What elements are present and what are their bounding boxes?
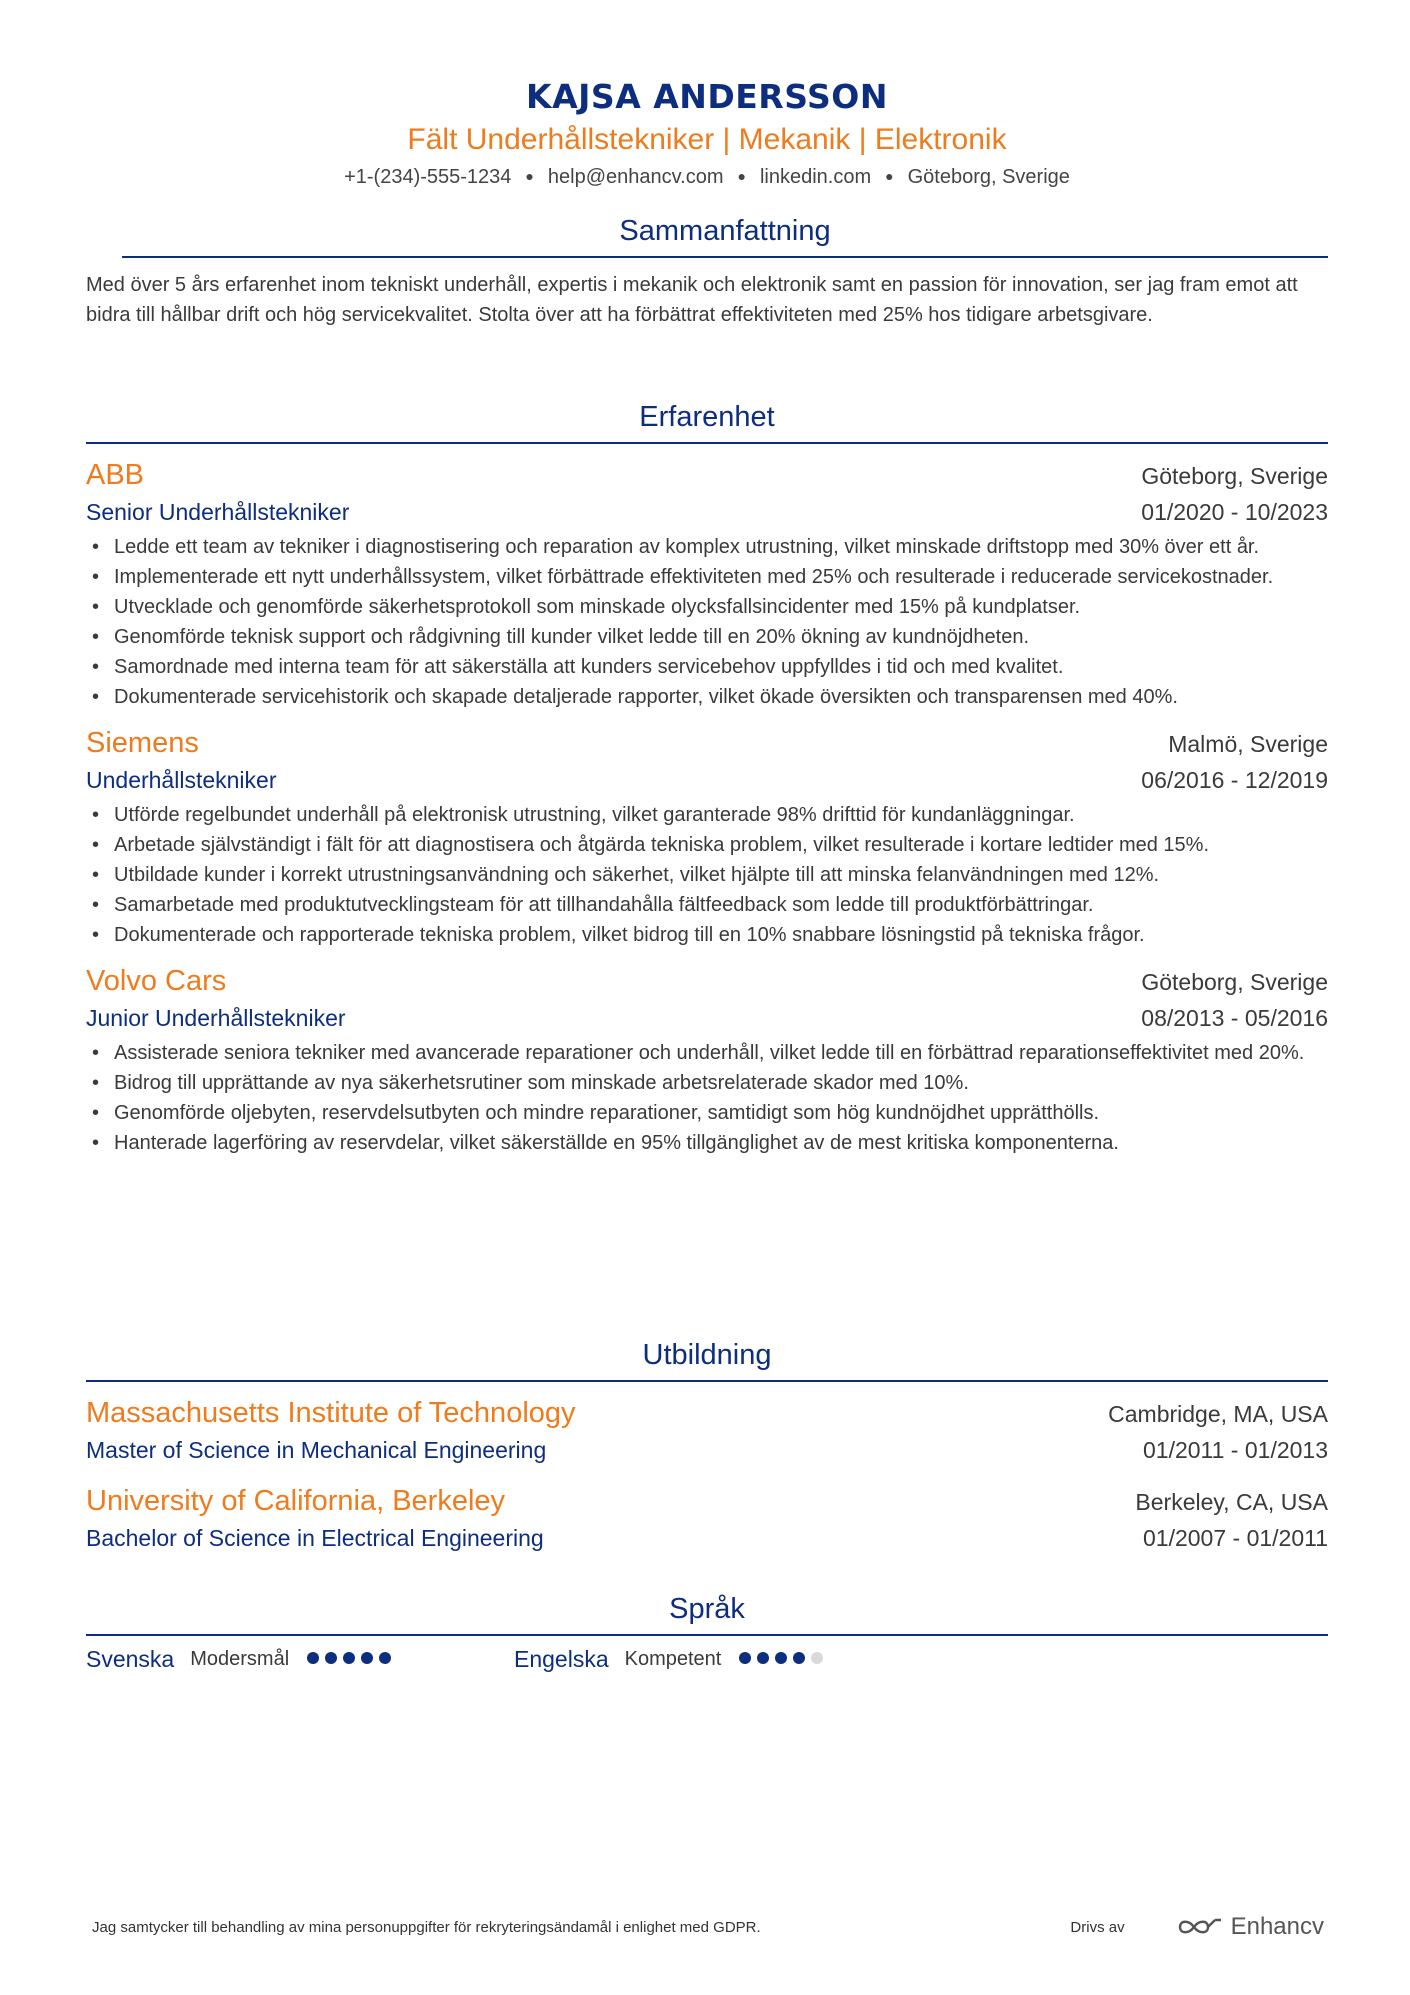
language-level: Modersmål	[190, 1648, 290, 1670]
education-degree-row	[86, 1520, 1328, 1556]
job-bullets	[86, 532, 1328, 712]
education-section	[86, 1336, 1328, 1556]
job-bullets	[86, 800, 1328, 950]
job-dates: 08/2013 - 05/2016	[1141, 1005, 1328, 1031]
bullet-item: • Genomförde oljebyten, reservdelsutbyten och mindre reparationer, samtidigt som hög kundnöjdhet upprätthölls.	[114, 1098, 1328, 1128]
job-bullets	[86, 1038, 1328, 1158]
language-list	[86, 1646, 1328, 1673]
section-divider	[86, 1634, 1328, 1636]
phone: +1-(234)-555-1234	[344, 166, 512, 188]
bullet-item: • Arbetade självständigt i fält för att diagnostisera och åtgärda tekniska problem, vilket resulterade i kortare ledtider med 15%.	[114, 830, 1328, 860]
education-entry	[86, 1482, 1328, 1556]
summary-section	[86, 212, 1328, 330]
language-name: Svenska	[86, 1646, 175, 1672]
degree: Master of Science in Mechanical Engineering	[86, 1437, 547, 1463]
brand-logo[interactable]	[1177, 1913, 1324, 1941]
education-list	[86, 1394, 1328, 1556]
job-role: Senior Underhållstekniker	[86, 499, 350, 525]
summary-text: Med över 5 års erfarenhet inom tekniskt underhåll, expertis i mekanik och elektronik samt en passion för innovation, ser jag fram emot att bidra till hållbar drift och hög servicekvalitet. Stolta över att ha förbättrat effektiviteten med 25% hos tidigare arbetsgivare.	[86, 274, 1298, 326]
rating-dot-icon	[775, 1652, 787, 1664]
rating-dot-icon	[307, 1652, 319, 1664]
job-header-row	[86, 724, 1328, 762]
bullet-item: • Utbildade kunder i korrekt utrustningsanvändning och säkerhet, vilket hjälpte till att minska felanvändningen med 12%.	[114, 860, 1328, 890]
rating-dot-icon	[325, 1652, 337, 1664]
education-dates: 01/2011 - 01/2013	[1142, 1437, 1328, 1463]
bullet-item: • Assisterade seniora tekniker med avancerade reparationer och underhåll, vilket ledde till en förbättrad reparationseffektivitet med 20%.	[114, 1038, 1328, 1068]
candidate-name: KAJSA ANDERSSON	[526, 77, 888, 116]
bullet-item: • Utförde regelbundet underhåll på elektronisk utrustning, vilket garanterade 98% drifttid för kundanläggningar.	[114, 800, 1328, 830]
driven-by-label: Drivs av	[1070, 1918, 1125, 1936]
job-role-row	[86, 1000, 1328, 1036]
school-name: University of California, Berkeley	[86, 1485, 506, 1517]
school-location: Cambridge, MA, USA	[1108, 1401, 1328, 1427]
job-header-row	[86, 456, 1328, 494]
resume-page	[86, 0, 1328, 1995]
education-entry	[86, 1394, 1328, 1468]
candidate-title: Fält Underhållstekniker | Mekanik | Elektronik	[407, 123, 1007, 156]
company-name: ABB	[86, 459, 145, 491]
school-location: Berkeley, CA, USA	[1135, 1489, 1328, 1515]
experience-heading: Erfarenhet	[639, 401, 775, 433]
school-name: Massachusetts Institute of Technology	[86, 1397, 576, 1429]
contact-line	[86, 162, 1328, 191]
bullet-item: • Samordnade med interna team för att säkerställa att kunders servicebehov uppfylldes i tid och med kvalitet.	[114, 652, 1328, 682]
job-list	[86, 456, 1328, 1158]
languages-section	[86, 1590, 1328, 1673]
rating-dot-icon	[757, 1652, 769, 1664]
bullet-item: • Dokumenterade och rapporterade tekniska problem, vilket bidrog till en 10% snabbare lösningstid på tekniska frågor.	[114, 920, 1328, 950]
job-location: Malmö, Sverige	[1168, 731, 1328, 757]
separator-dot-icon: ●	[525, 168, 534, 184]
bullet-item: • Ledde ett team av tekniker i diagnostisering och reparation av komplex utrustning, vilket minskade driftstopp med 30% över ett år.	[114, 532, 1328, 562]
job-entry	[86, 962, 1328, 1158]
degree: Bachelor of Science in Electrical Engineering	[86, 1525, 544, 1551]
section-divider	[86, 442, 1328, 444]
bullet-item: • Bidrog till upprättande av nya säkerhetsrutiner som minskade arbetsrelaterade skador med 10%.	[114, 1068, 1328, 1098]
education-heading: Utbildning	[642, 1339, 772, 1371]
bullet-item: • Hanterade lagerföring av reservdelar, vilket säkerställde en 95% tillgänglighet av de mest kritiska komponenterna.	[114, 1128, 1328, 1158]
email-link[interactable]: help@enhancv.com	[547, 166, 724, 188]
separator-dot-icon: ●	[737, 168, 746, 184]
language-entry	[86, 1646, 514, 1673]
brand-name: Enhancv	[1230, 1913, 1324, 1940]
resume-header	[86, 0, 1328, 191]
bullet-item: • Genomförde teknisk support och rådgivning till kunder vilket ledde till en 20% ökning av kundnöjdheten.	[114, 622, 1328, 652]
footer	[92, 1913, 1324, 1941]
separator-dot-icon: ●	[885, 168, 894, 184]
bullet-item: • Dokumenterade servicehistorik och skapade detaljerade rapporter, vilket ökade översikten och transparensen med 40%.	[114, 682, 1328, 712]
rating-dot-icon	[739, 1652, 751, 1664]
education-header-row	[86, 1394, 1328, 1432]
job-role: Underhållstekniker	[86, 767, 277, 793]
enhancv-logo-icon	[1177, 1916, 1223, 1938]
gdpr-consent: Jag samtycker till behandling av mina personuppgifter för rekryteringsändamål i enlighet med GDPR.	[92, 1918, 761, 1936]
language-rating	[739, 1651, 829, 1669]
section-divider	[86, 1380, 1328, 1382]
rating-dot-icon	[811, 1652, 823, 1664]
job-entry	[86, 456, 1328, 712]
education-header-row	[86, 1482, 1328, 1520]
section-divider	[122, 256, 1328, 258]
job-location: Göteborg, Sverige	[1141, 463, 1328, 489]
rating-dot-icon	[343, 1652, 355, 1664]
bullet-item: • Samarbetade med produktutvecklingsteam för att tillhandahålla fältfeedback som ledde till produktförbättringar.	[114, 890, 1328, 920]
summary-heading: Sammanfattning	[619, 215, 831, 247]
company-name: Volvo Cars	[86, 965, 227, 997]
language-entry	[514, 1646, 942, 1673]
experience-section	[86, 398, 1328, 1158]
job-dates: 01/2020 - 10/2023	[1141, 499, 1328, 525]
linkedin-link[interactable]: linkedin.com	[759, 166, 872, 188]
rating-dot-icon	[361, 1652, 373, 1664]
language-name: Engelska	[514, 1646, 609, 1672]
rating-dot-icon	[793, 1652, 805, 1664]
job-dates: 06/2016 - 12/2019	[1141, 767, 1328, 793]
company-name: Siemens	[86, 727, 199, 759]
rating-dot-icon	[379, 1652, 391, 1664]
education-dates: 01/2007 - 01/2011	[1142, 1525, 1328, 1551]
languages-heading: Språk	[669, 1593, 745, 1625]
language-level: Kompetent	[624, 1648, 722, 1670]
job-role: Junior Underhållstekniker	[86, 1005, 346, 1031]
bullet-item: • Utvecklade och genomförde säkerhetsprotokoll som minskade olycksfallsincidenter med 15% på kundplatser.	[114, 592, 1328, 622]
language-rating	[307, 1651, 397, 1669]
job-role-row	[86, 762, 1328, 798]
education-degree-row	[86, 1432, 1328, 1468]
job-location: Göteborg, Sverige	[1141, 969, 1328, 995]
location: Göteborg, Sverige	[907, 166, 1070, 188]
bullet-item: • Implementerade ett nytt underhållssystem, vilket förbättrade effektiviteten med 25% och resulterade i reducerade servicekostnader.	[114, 562, 1328, 592]
job-header-row	[86, 962, 1328, 1000]
job-entry	[86, 724, 1328, 950]
job-role-row	[86, 494, 1328, 530]
